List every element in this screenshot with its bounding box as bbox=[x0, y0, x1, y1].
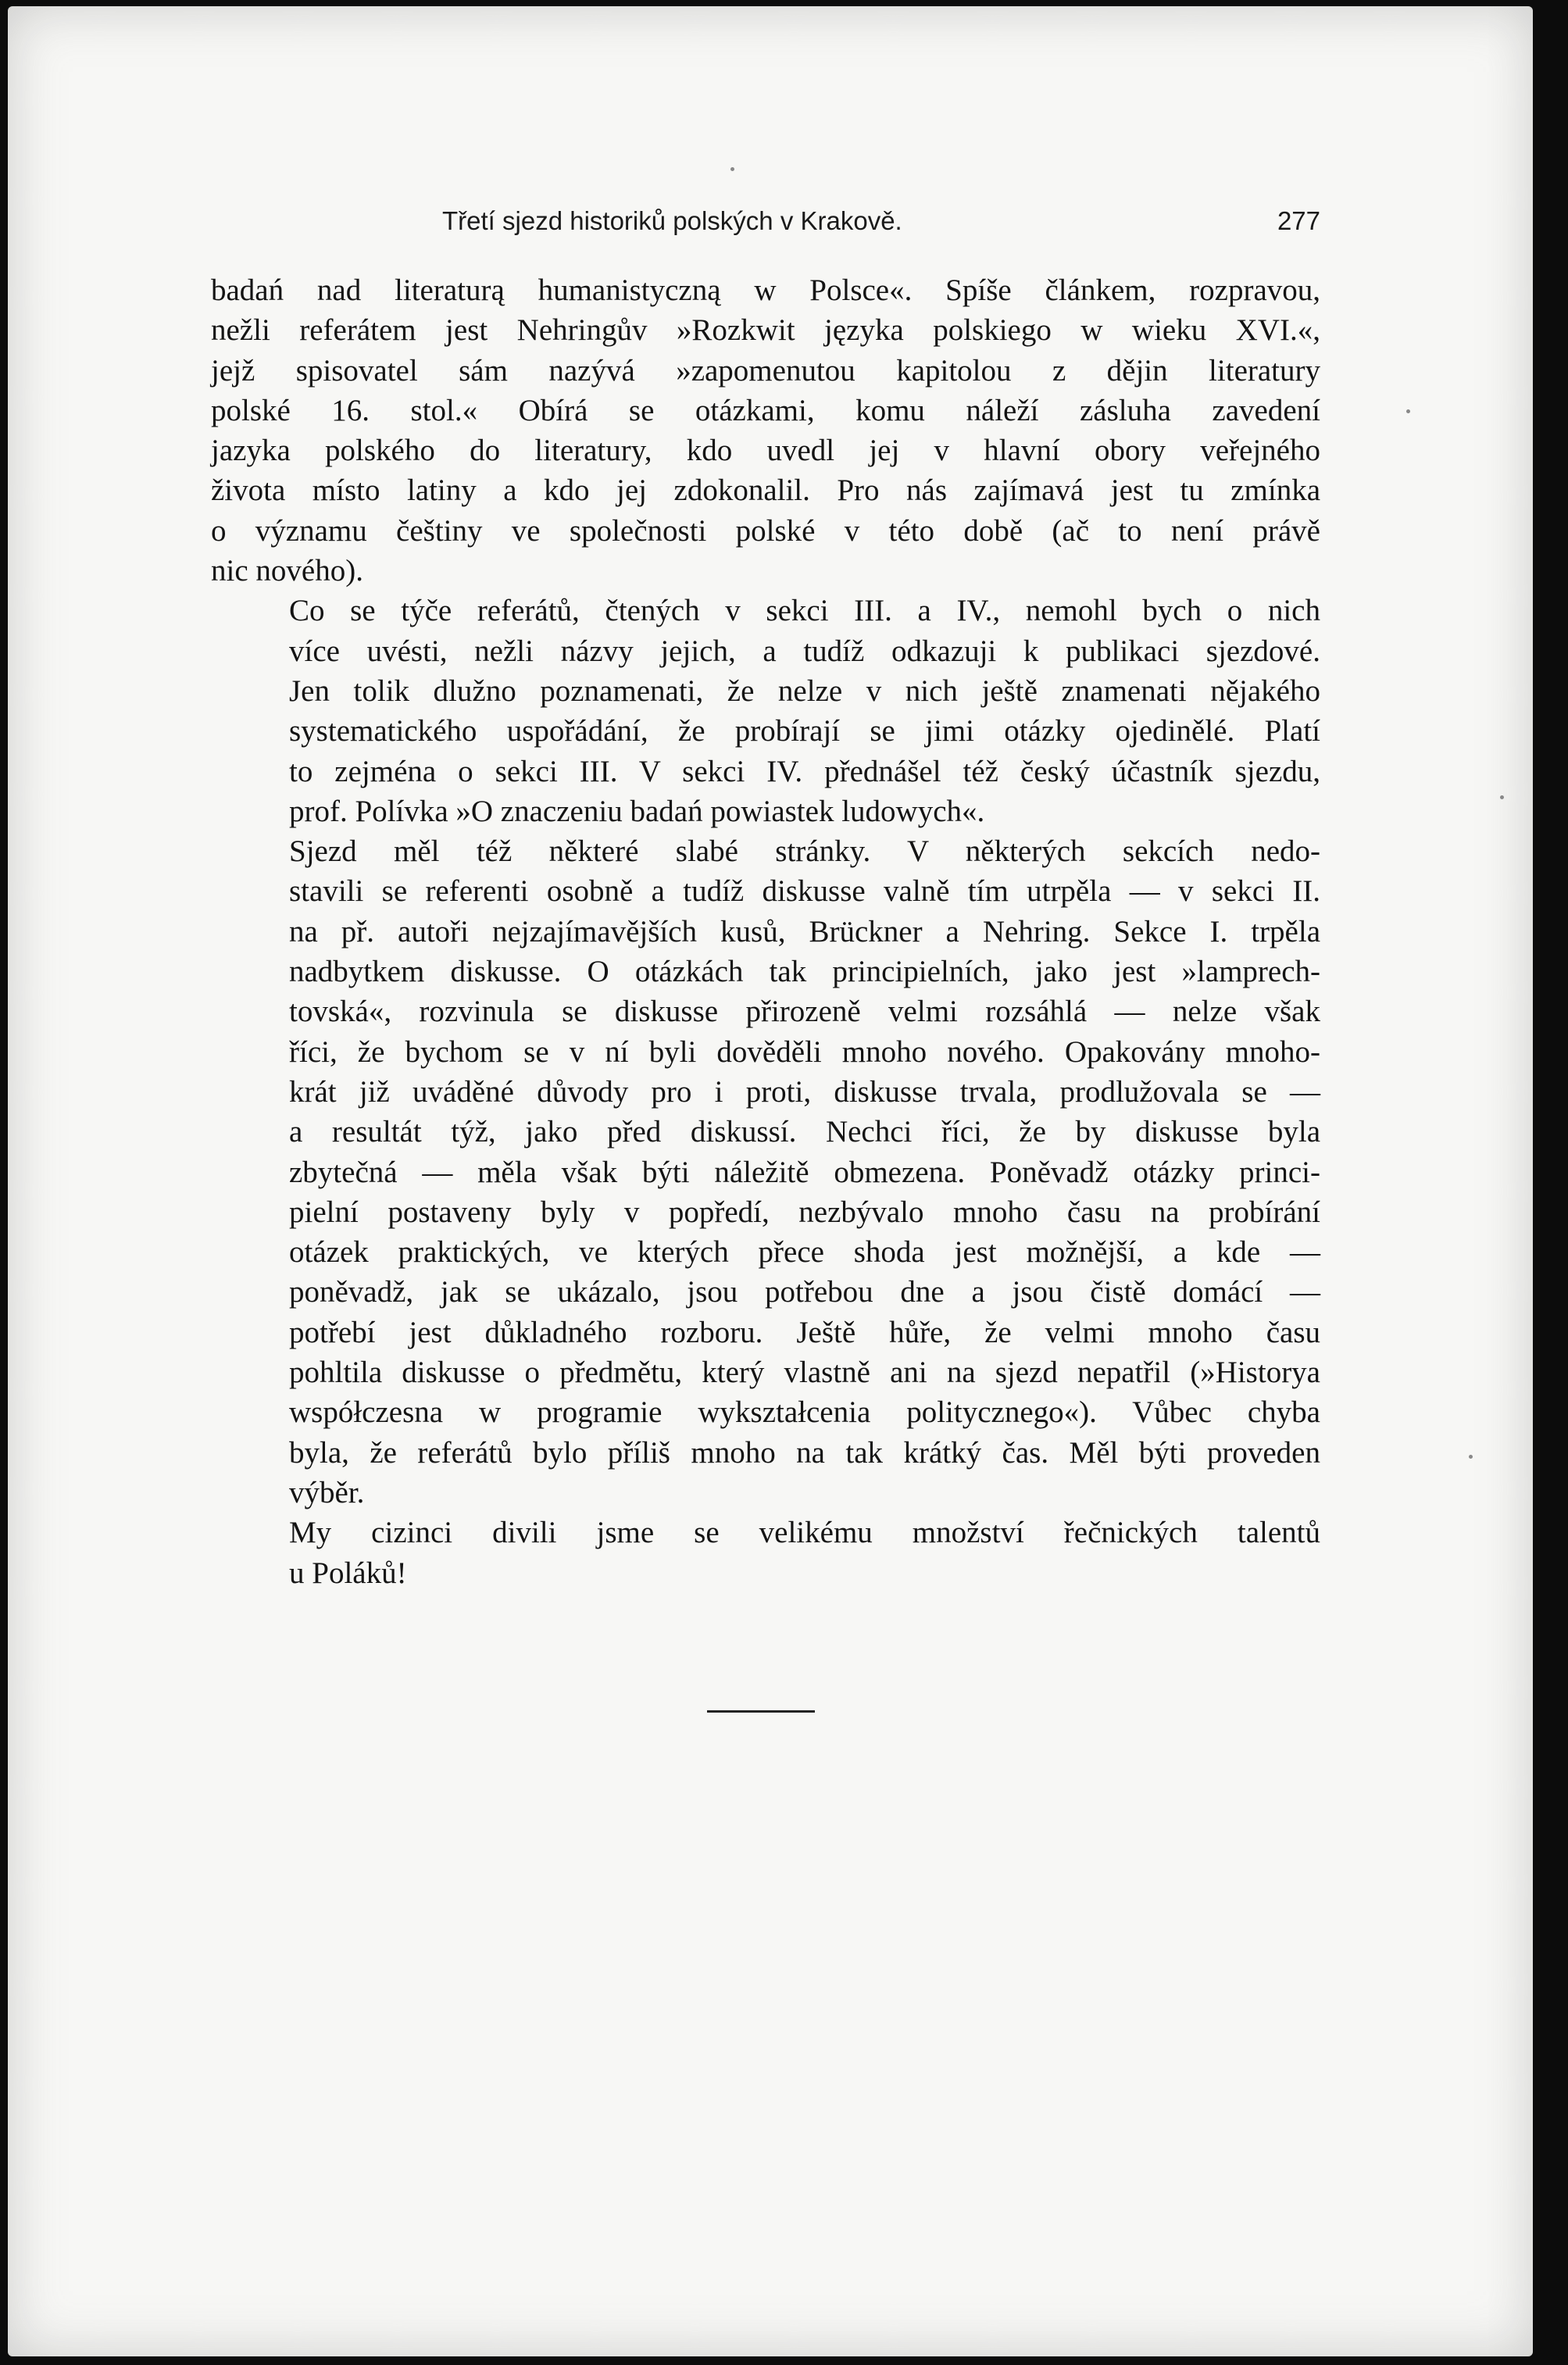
scan-speck bbox=[1406, 409, 1410, 413]
text-line: pohltila diskusse o předmětu, který vlastně ani na sjezd nepatřil (»Historya bbox=[289, 1356, 1320, 1390]
text-line: na př. autoři nejzajímavějších kusů, Brückner a Nehring. Sekce I. trpěla bbox=[289, 914, 1320, 949]
text-line: stavili se referenti osobně a tudíž diskusse valně tím utrpěla — v sekci II. bbox=[289, 874, 1320, 909]
text-line: współczesna w programie wykształcenia politycznego«). Vůbec chyba bbox=[289, 1395, 1320, 1430]
text-line: My cizinci divili jsme se velikému množství řečnických talentů bbox=[289, 1516, 1320, 1550]
text-line: Sjezd měl též některé slabé stránky. V některých sekcích nedo- bbox=[289, 834, 1320, 869]
page-number: 277 bbox=[1277, 206, 1320, 235]
text-line: u Poláků! bbox=[289, 1556, 407, 1590]
paragraph-1 bbox=[211, 270, 1320, 591]
text-line: to zejména o sekci III. V sekci IV. přednášel též český účastník sjezdu, bbox=[289, 754, 1320, 788]
book-page bbox=[8, 6, 1533, 2356]
body-text bbox=[211, 270, 1320, 1593]
scan-speck bbox=[1469, 1455, 1473, 1459]
text-line: více uvésti, nežli názvy jejich, a tudíž odkazuji k publikaci sjezdové. bbox=[289, 634, 1320, 668]
text-line: pielní postaveny byly v popředí, nezbývalo mnoho času na probírání bbox=[289, 1195, 1320, 1229]
text-line: potřebí jest důkladného rozboru. Ještě hůře, že velmi mnoho času bbox=[289, 1315, 1320, 1349]
text-line: nežli referátem jest Nehringův »Rozkwit języka polskiego w wieku XVI.«, bbox=[211, 313, 1320, 348]
text-line: krát již uváděné důvody pro i proti, diskusse trvala, prodlužovala se — bbox=[289, 1074, 1320, 1109]
text-line: života místo latiny a kdo jej zdokonalil. Pro nás zajímavá jest tu zmínka bbox=[211, 473, 1320, 508]
text-line: Jen tolik dlužno poznamenati, že nelze v nich ještě znamenati nějakého bbox=[289, 673, 1320, 708]
text-line: říci, že bychom se v ní byli dověděli mnoho nového. Opakovány mnoho- bbox=[289, 1034, 1320, 1069]
text-line: nic nového). bbox=[211, 554, 363, 588]
text-line: otázek praktických, ve kterých přece shoda jest možnější, a kde — bbox=[289, 1235, 1320, 1270]
text-line: polské 16. stol.« Obírá se otázkami, komu náleží zásluha zavedení bbox=[211, 393, 1320, 427]
text-line: Co se týče referátů, čtených v sekci III. a IV., nemohl bych o nich bbox=[289, 594, 1320, 628]
text-line: jazyka polského do literatury, kdo uvedl jej v hlavní obory veřejného bbox=[211, 434, 1320, 468]
text-line: prof. Polívka »O znaczeniu badań powiastek ludowych«. bbox=[289, 794, 985, 828]
text-line: badań nad literaturą humanistyczną w Polsce«. Spíše článkem, rozpravou, bbox=[211, 273, 1320, 307]
text-line: zbytečná — měla však býti náležitě obmezena. Poněvadž otázky princi- bbox=[289, 1155, 1320, 1189]
text-line: a resultát týž, jako před diskussí. Nechci říci, že by diskusse byla bbox=[289, 1115, 1320, 1149]
scan-speck bbox=[730, 167, 734, 171]
text-line: byla, že referátů bylo příliš mnoho na tak krátký čas. Měl býti proveden bbox=[289, 1435, 1320, 1470]
text-line: jejž spisovatel sám nazývá »zapomenutou kapitolou z dějin literatury bbox=[211, 353, 1320, 388]
closing-rule bbox=[707, 1710, 815, 1713]
text-line: výběr. bbox=[289, 1475, 365, 1509]
paragraph-2 bbox=[211, 591, 1320, 831]
running-head bbox=[211, 200, 1320, 247]
text-line: tovská«, rozvinula se diskusse přirozeně velmi rozsáhlá — nelze však bbox=[289, 995, 1320, 1029]
text-line: nadbytkem diskusse. O otázkách tak principielních, jako jest »lamprech- bbox=[289, 955, 1320, 989]
text-line: o významu češtiny ve společnosti polské v této době (ač to není právě bbox=[211, 513, 1320, 548]
running-title: Třetí sjezd historiků polských v Krakově. bbox=[442, 206, 902, 235]
paragraph-3 bbox=[211, 831, 1320, 1513]
text-line: poněvadž, jak se ukázalo, jsou potřebou dne a jsou čistě domácí — bbox=[289, 1275, 1320, 1309]
text-line: systematického uspořádání, že probírají se jimi otázky ojedinělé. Platí bbox=[289, 714, 1320, 748]
paragraph-4 bbox=[211, 1513, 1320, 1593]
scan-speck bbox=[1500, 795, 1504, 799]
